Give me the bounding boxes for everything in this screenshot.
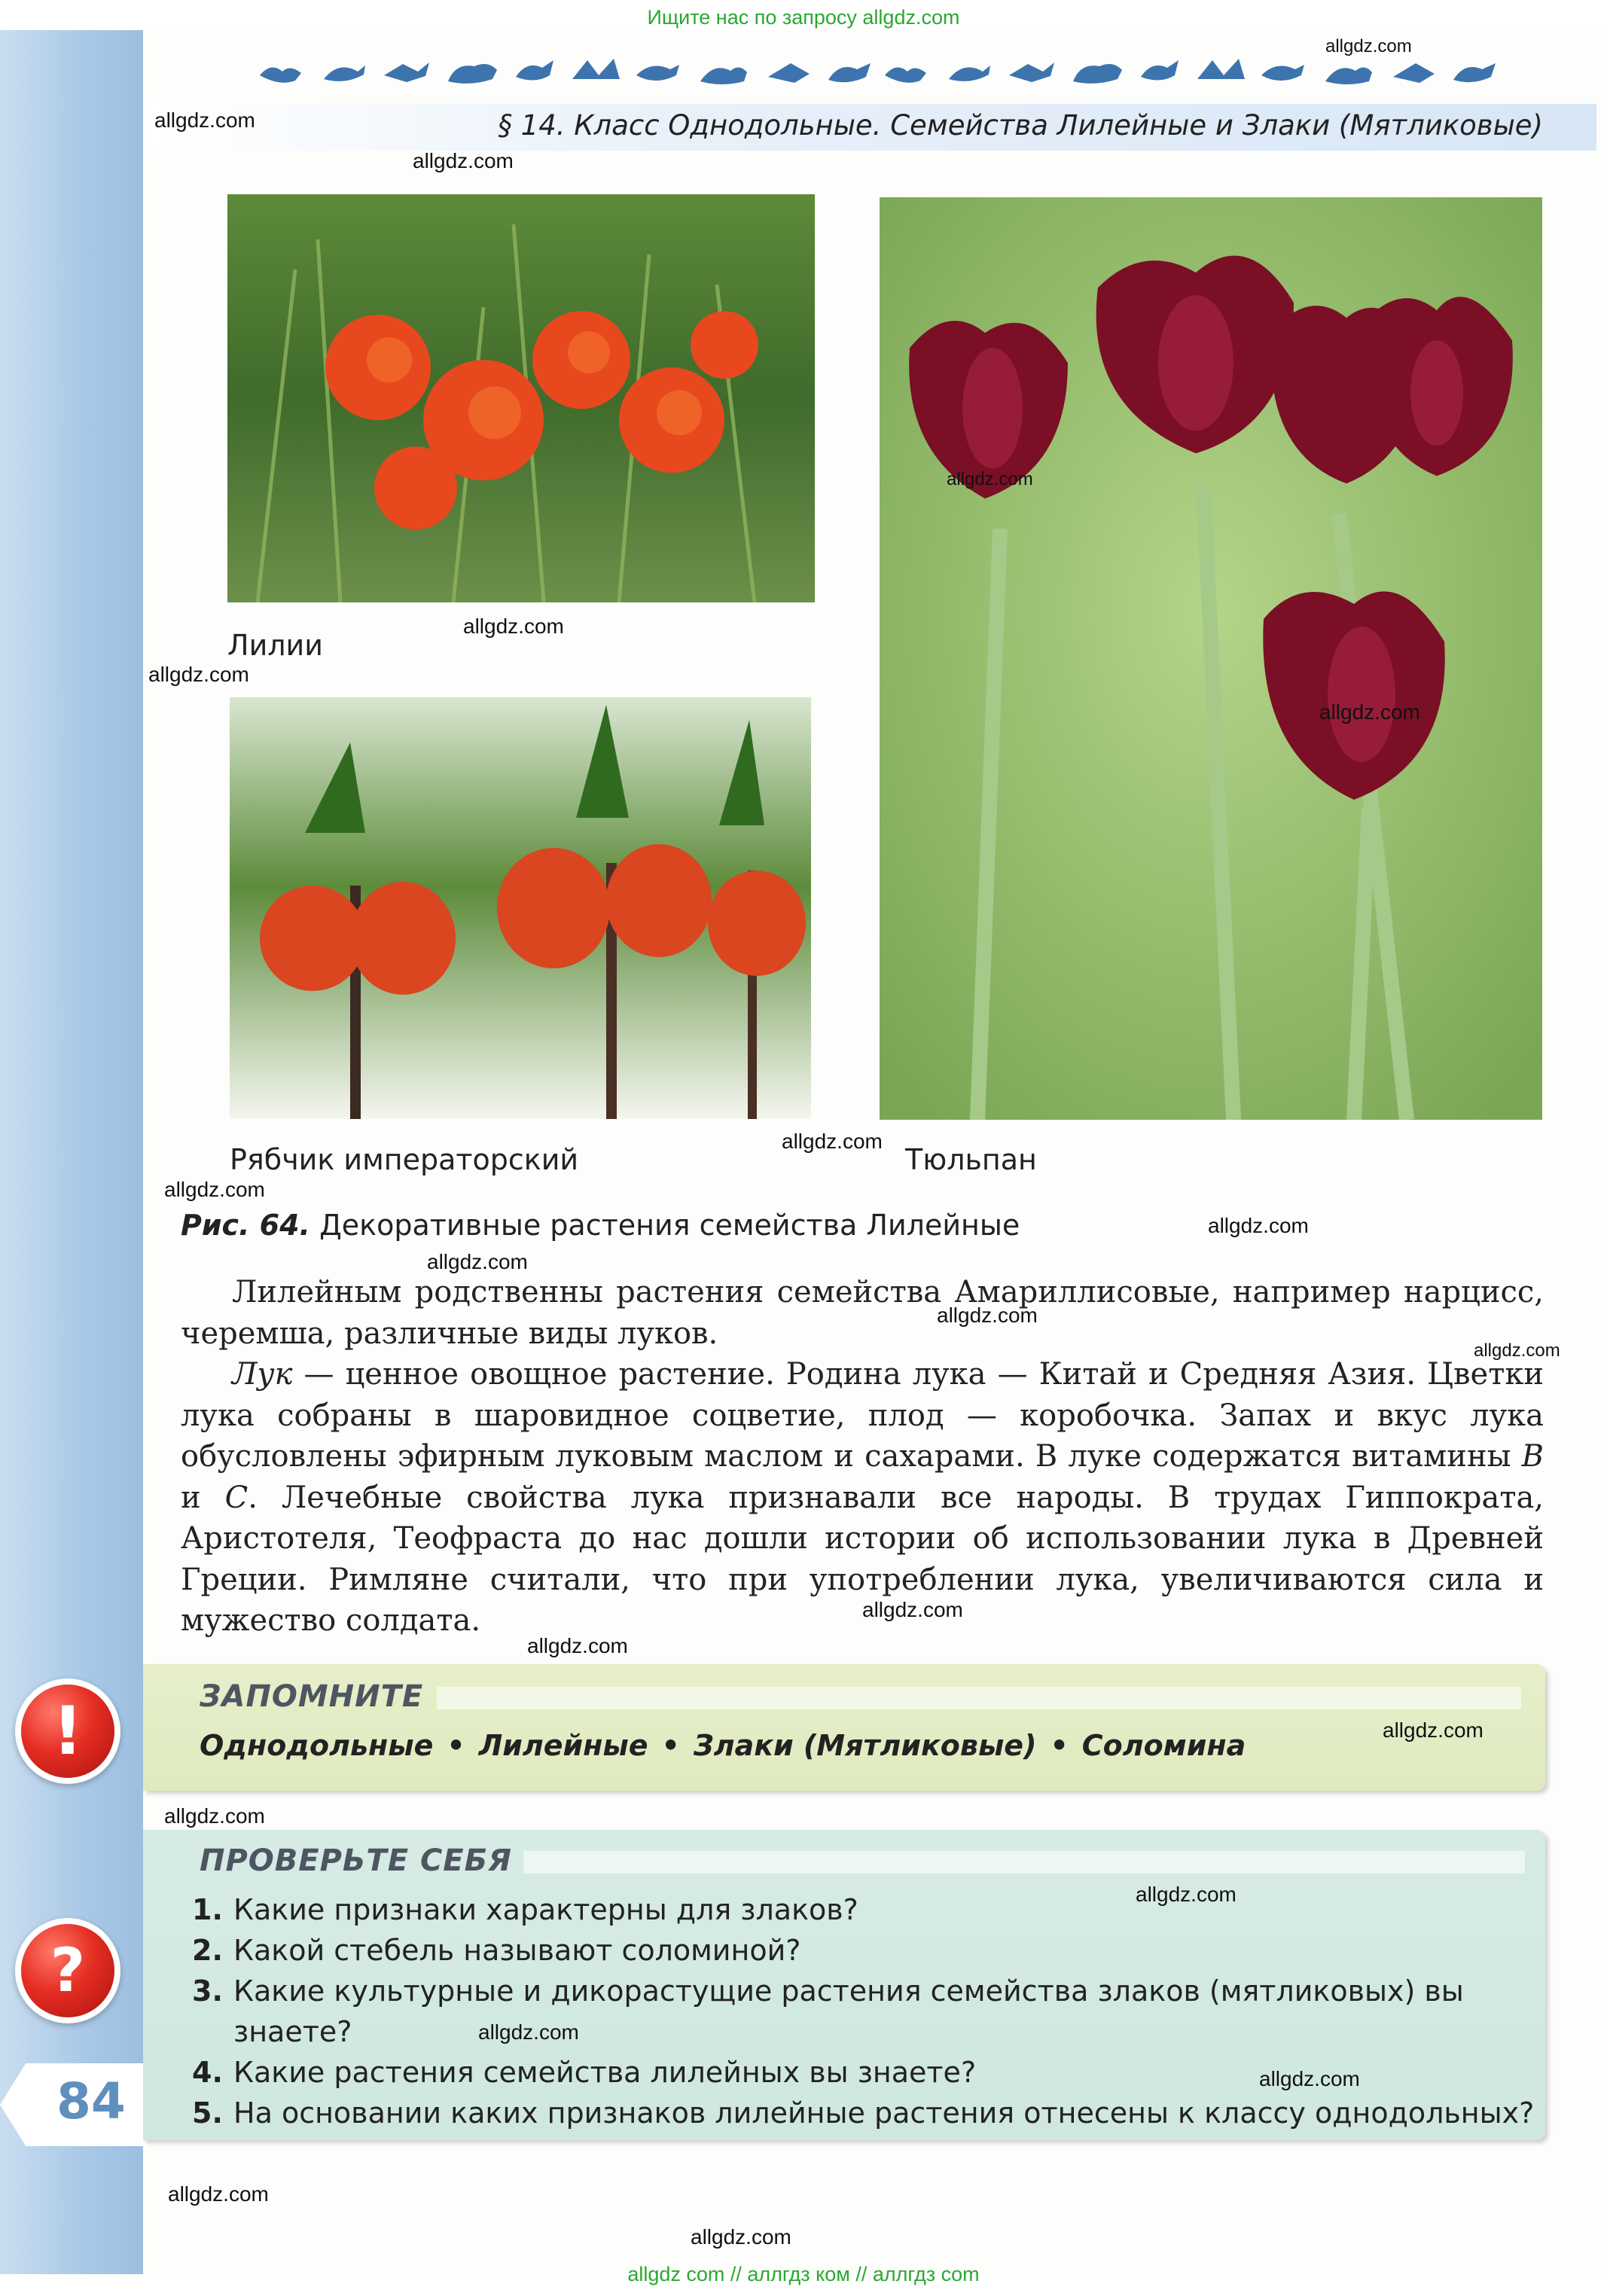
watermark: allgdz.com — [427, 1250, 528, 1273]
question-text: Какой стебель называют соломиной? — [233, 1934, 801, 1967]
onion-text-a: — ценное овощное растение. Родина лука — Китай и Средняя Азия. Цветки лука собраны в шаровидное соцветие, плод — коробочка. Запах и вкус лука обусловлены эфирным луковым маслом и сахарами. В луке содержатся витамины — [181, 1357, 1544, 1474]
term-monocots: Однодольные — [200, 1729, 434, 1762]
paragraph-amaryllis: Лилейным родственны растения семейства Амариллисовые, например нарцисс, черемша, различные виды луков. — [181, 1275, 1544, 1351]
question-number: 5. — [192, 2096, 223, 2130]
question-text: Какие культурные и дикорастущие растения семейства злаков (мятликовых) вы — [233, 1974, 1464, 2008]
term-separator: • — [447, 1729, 465, 1762]
watermark: allgdz.com — [413, 149, 514, 172]
question-number: 3. — [192, 1974, 223, 2008]
lilies-caption: Лилии — [227, 629, 323, 662]
onion-term: Лук — [232, 1357, 293, 1392]
onion-text-c: и — [181, 1480, 225, 1515]
question-item — [192, 1934, 800, 1967]
question-item — [192, 2096, 1534, 2130]
remember-terms — [200, 1729, 1246, 1762]
watermark: allgdz.com — [164, 1178, 265, 1201]
page-number: 84 — [56, 2072, 126, 2130]
animal-silhouettes-strip — [256, 53, 1596, 90]
question-item — [192, 1974, 1464, 2008]
section-title: § 14. Класс Однодольные. Семейства Лилейные и Злаки (Мятликовые) — [498, 109, 1543, 142]
watermark: allgdz.com — [1474, 1340, 1560, 1361]
vitamin-c: C — [224, 1480, 249, 1515]
watermark: allgdz.com — [148, 663, 249, 686]
onion-text-e: . Лечебные свойства лука признавали все народы. В трудах Гиппократа, Аристотеля, Теофраста до нас дошли истории об использовании лука в Древней Греции. Римляне считали, что при употреблении лука, увеличиваются сила и мужество солдата. — [181, 1480, 1544, 1638]
watermark: allgdz.com — [691, 2225, 791, 2249]
watermark: allgdz.com — [164, 1804, 265, 1828]
question-text: знаете? — [233, 2015, 352, 2048]
watermark: allgdz.com — [1136, 1883, 1237, 1906]
figure-title: Декоративные растения семейства Лилейные — [319, 1209, 1020, 1242]
watermark: allgdz.com — [862, 1598, 963, 1621]
question-item — [192, 2056, 976, 2089]
watermark: allgdz.com — [154, 108, 255, 132]
term-culm: Соломина — [1081, 1729, 1246, 1762]
watermark: allgdz.com — [1325, 36, 1412, 56]
top-banner[interactable]: Ищите нас по запросу allgdz.com — [647, 6, 960, 29]
question-icon: ? — [21, 1924, 114, 2017]
term-separator: • — [661, 1729, 680, 1762]
fritillary-caption: Рябчик императорский — [230, 1143, 579, 1176]
question-number: 2. — [192, 1934, 223, 1967]
question-number: 1. — [192, 1893, 223, 1926]
watermark: allgdz.com — [1208, 1214, 1309, 1237]
term-separator: • — [1050, 1729, 1069, 1762]
watermark: allgdz.com — [937, 1304, 1038, 1327]
watermark: allgdz.com — [1319, 700, 1420, 724]
check-yourself-label: ПРОВЕРЬТЕ СЕБЯ — [200, 1843, 512, 1878]
question-item-continued — [192, 2015, 352, 2048]
watermark: allgdz.com — [782, 1130, 883, 1153]
term-liliaceae: Лилейные — [478, 1729, 648, 1762]
question-text: На основании каких признаков лилейные растения отнесены к классу однодольных? — [233, 2096, 1535, 2130]
bottom-banner[interactable]: allgdz com // аллгдз ком // аллгдз com — [627, 2263, 980, 2285]
tulips-photo — [880, 197, 1542, 1120]
question-item — [192, 1893, 858, 1926]
figure-caption — [181, 1209, 1020, 1242]
question-text: Какие растения семейства лилейных вы знаете? — [233, 2056, 977, 2089]
watermark: allgdz.com — [527, 1634, 628, 1657]
tulip-caption: Тюльпан — [905, 1143, 1037, 1176]
exclamation-icon: ! — [21, 1685, 114, 1778]
watermark: allgdz.com — [463, 614, 564, 638]
remember-label-strip — [437, 1687, 1521, 1709]
fritillary-photo — [230, 697, 811, 1119]
check-label-strip — [523, 1851, 1525, 1874]
vitamin-b: B — [1521, 1439, 1544, 1474]
lilies-photo — [227, 194, 815, 602]
remember-label: ЗАПОМНИТЕ — [200, 1679, 424, 1714]
watermark: allgdz.com — [947, 469, 1033, 489]
figure-label: Рис. 64. — [181, 1209, 310, 1242]
term-grasses: Злаки (Мятликовые) — [693, 1729, 1037, 1762]
watermark: allgdz.com — [478, 2020, 579, 2044]
watermark: allgdz.com — [1383, 1718, 1484, 1742]
question-number: 4. — [192, 2056, 223, 2089]
watermark: allgdz.com — [1259, 2067, 1360, 2090]
watermark: allgdz.com — [168, 2182, 269, 2206]
question-text: Какие признаки характерны для злаков? — [233, 1893, 858, 1926]
